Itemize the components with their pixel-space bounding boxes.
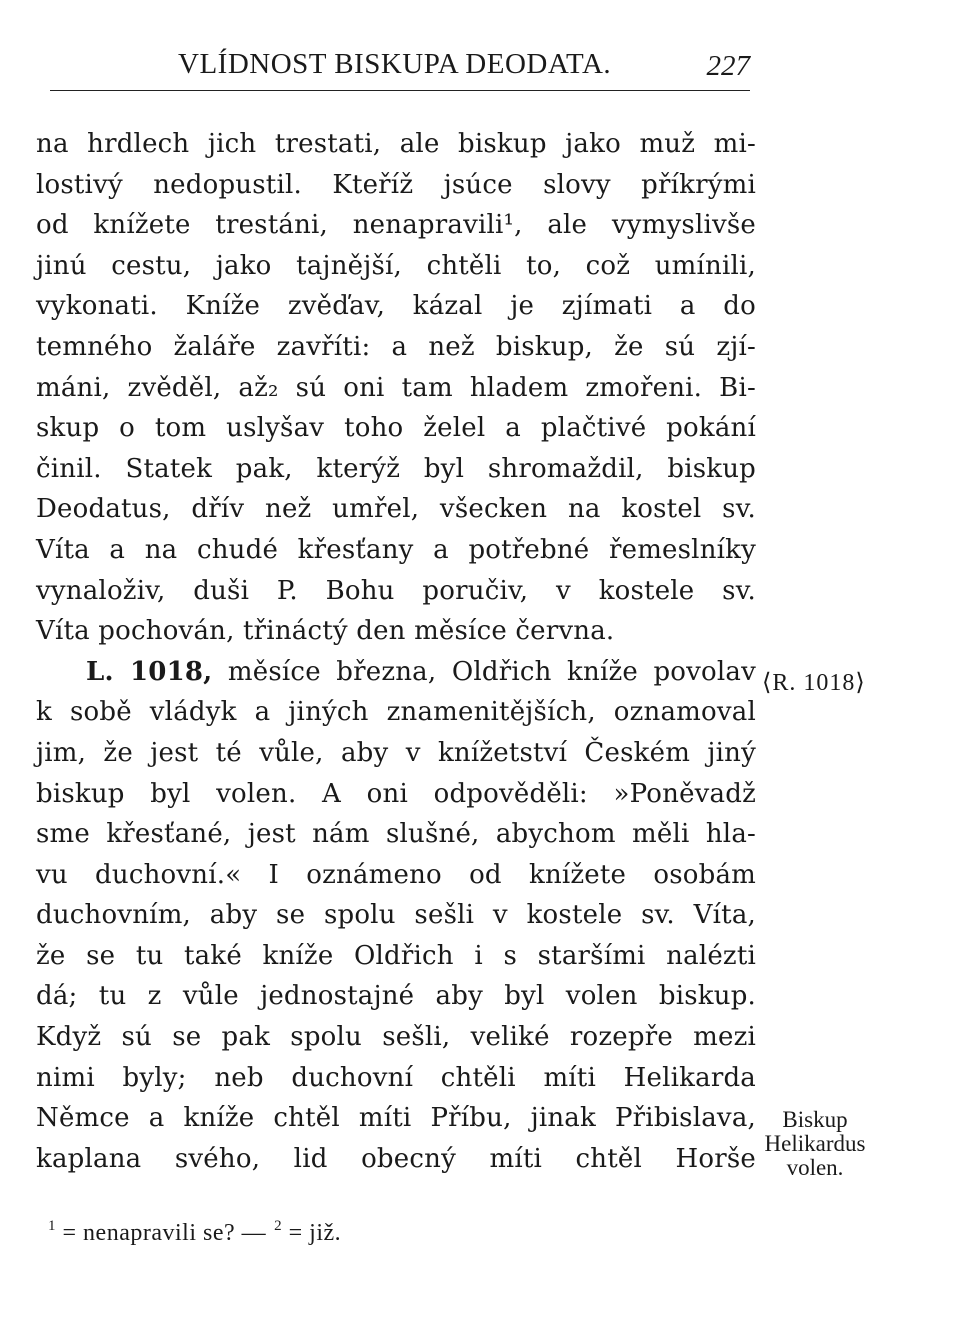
- text-line: dá; tu z vůle jednostajné aby byl volen biskup.: [36, 981, 756, 1012]
- text-line: jim, že jest té vůle, aby v knížetství Českém jiný: [36, 737, 756, 768]
- footnote-mark: 1: [48, 1218, 56, 1234]
- text-line: sme křesťané, jest nám slušné, abychom měli hla-: [36, 819, 756, 850]
- text-line: kaplana svého, lid obecný míti chtěl Horše: [36, 1143, 756, 1174]
- body-text: [36, 124, 756, 1179]
- text-line: Víta a na chudé křesťany a potřebné řemeslníky: [36, 534, 756, 565]
- text-line: Deodatus, dřív než umřel, všecken na kostel sv.: [36, 494, 756, 525]
- text-line: činil. Statek pak, kterýž byl shromaždil, biskup: [36, 453, 756, 484]
- text-line: vu duchovní.« I oznámeno od knížete osobám: [36, 859, 756, 890]
- paragraph-first-line: [36, 652, 756, 693]
- footnote-text: = nenapravili se? —: [56, 1220, 267, 1246]
- text-line: temného žaláře zavříti: a než biskup, že sú zjí-: [36, 331, 756, 362]
- text-line: skup o tom uslyšav toho želel a plačtivé pokání: [36, 413, 756, 444]
- text-line: k sobě vládyk a jiných znamenitějších, oznamoval: [36, 697, 756, 728]
- margin-note-line: Biskup: [782, 1107, 848, 1132]
- text-span: měsíce března, Oldřich kníže povolav: [212, 656, 756, 687]
- margin-note-line: volen.: [786, 1155, 844, 1180]
- margin-note-year: ⟨R. 1018⟩: [762, 670, 866, 696]
- text-line: Víta pochován, třináctý den měsíce června.: [36, 616, 615, 647]
- text-line: lostivý nedopustil. Kteříž jsúce slovy příkrými: [36, 169, 756, 200]
- text-line: Němce a kníže chtěl míti Příbu, jinak Přibislava,: [36, 1103, 756, 1134]
- page-header: [50, 44, 750, 92]
- text-line: na hrdlech jich trestati, ale biskup jako muž mi-: [36, 129, 756, 159]
- page-number: 227: [706, 50, 750, 82]
- text-line: biskup byl volen. A oni odpověděli: »Poněvadž: [36, 778, 756, 809]
- text-line: duchovním, aby se spolu sešli v kostele sv. Víta,: [36, 900, 756, 931]
- text-line: máni, zvěděl, až₂ sú oni tam hladem zmořeni. Bi-: [36, 372, 756, 403]
- text-line: jinú cestu, jako tajnější, chtěli to, což umínili,: [36, 250, 756, 281]
- text-line: vynaloživ, duši P. Bohu poručiv, v kostele sv.: [36, 575, 756, 606]
- running-title: VLÍDNOST BISKUPA DEODATA.: [178, 48, 612, 80]
- header-rule: [50, 90, 750, 91]
- margin-note-bishop: [750, 1108, 880, 1180]
- margin-note-line: Helikardus: [764, 1131, 866, 1156]
- footnote-text: = již.: [282, 1220, 342, 1246]
- footnote-mark: 2: [274, 1218, 283, 1234]
- text-line: vykonati. Kníže zvěďav, kázal je zjímati a do: [36, 291, 756, 322]
- text-line: od knížete trestáni, nenapravili¹, ale vymyslivše: [36, 210, 756, 241]
- year-label: L. 1018,: [86, 656, 213, 687]
- text-line: Když sú se pak spolu sešli, veliké rozepře mezi: [36, 1022, 756, 1053]
- footnotes: [48, 1218, 341, 1247]
- text-line: nimi byly; neb duchovní chtěli míti Helikarda: [36, 1062, 756, 1093]
- text-line: že se tu také kníže Oldřich i s staršími nalézti: [36, 940, 756, 971]
